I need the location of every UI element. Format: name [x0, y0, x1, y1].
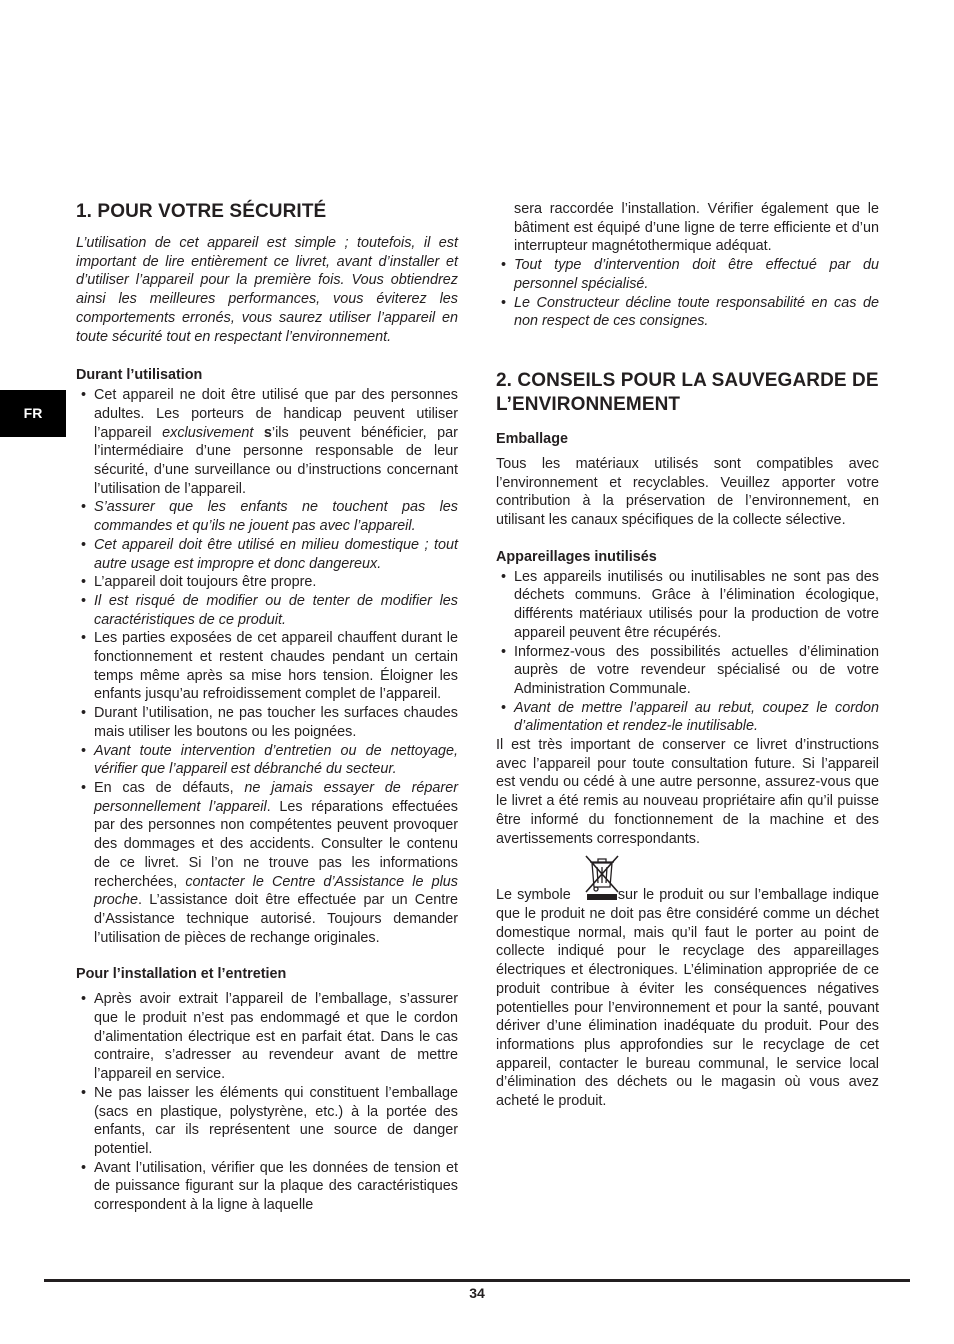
footer-rule — [44, 1279, 910, 1282]
language-tab: FR — [0, 390, 66, 437]
packaging-text: Tous les matériaux utilisés sont compatibles avec l’environnement et recyclables. Veuillez apporter votre contribution à la préservation de l’environnement, en utilisant les canaux spécifiques de la collecte sélective. — [496, 455, 879, 529]
list-item: • Avant l’utilisation, vérifier que les données de tension et de puissance figurant sur la plaque des caractéristiques correspondent à la ligne à laquelle — [76, 1159, 458, 1215]
install-continuation: sera raccordée l’installation. Vérifier également que le bâtiment est équipé d’une ligne de terre efficiente et d’un interrupteur magnétothermique adéquat. — [514, 201, 879, 255]
section-1-intro: L’utilisation de cet appareil est simple ; toutefois, il est important de lire entièrement ce livret, avant d’installer et d’utiliser l’appareil pour la première fois. Vous obtiendrez ainsi les meilleures performances, vous éviterez les comportements erronés, vous saurez utiliser l’appareil en toute sécurité tout en respectant l’environnement. — [76, 235, 458, 345]
right-column — [496, 200, 879, 1111]
install-list — [76, 990, 458, 1214]
list-item: • Les parties exposées de cet appareil chauffent durant le fonctionnement et restent chaudes pendant un certain temps même après sa mise hors tension. Éloigner les enfants jusqu’au refroidissement complet de l’appareil. — [76, 629, 458, 704]
during-use-list — [76, 386, 458, 947]
list-item: • Avant de mettre l’appareil au rebut, coupez le cordon d’alimentation et rendez-le inutilisable. — [496, 699, 879, 736]
weee-text: Le symbole sur le produit ou sur l’emballage indique que le produit ne doit pas être considéré comme un déchet domestique normal, mais qu’il faut le porter au point de collecte indiqué pour le recyclage des appareillages électriques et électroniques. L’élimination appropriée de ce produit contribue à éviter les conséquences négatives potentielles pour l’environnement et pour la santé, pouvant dériver d’une élimination inadéquate du produit. Pour des informations plus approfondies sur le recyclage de cet appareil, contacter le bureau communal, le service local d’élimination des déchets ou le magasin où vous avez acheté le produit. — [496, 887, 880, 1110]
during-use-heading: Durant l’utilisation — [76, 367, 203, 384]
booklet-paragraph: Il est très important de conserver ce livret d’instructions avec l’appareil pour toute consultation future. Si l’appareil est vendu ou cédé à une autre personne, assurez-vous que le livret a été remis au nouveau propriétaire afin qu’il puisse être informé du fonctionnement de la machine et des avertissements correspondants. — [496, 737, 879, 847]
list-item: • Ne pas laisser les éléments qui constituent l’emballage (sacs en plastique, polystyrène, etc.) à la portée des enfants, car ils représentent une source de danger potentiel. — [76, 1084, 458, 1159]
list-item: • Avant toute intervention d’entretien ou de nettoyage, vérifier que l’appareil est débranché du secteur. — [76, 742, 458, 779]
list-item: • Cet appareil ne doit être utilisé que par des personnes adultes. Les porteurs de handicap peuvent utiliser l’appareil exclusivement s’ils peuvent bénéficier, par l’intermédiaire d’une personne responsable de leur sécurité, d’une surveillance ou d’instructions concernant l’utilisation de l’appareil. — [76, 386, 458, 498]
list-item: • L’appareil doit toujours être propre. — [76, 573, 458, 592]
install-list-continued — [496, 256, 879, 331]
unused-heading: Appareillages inutilisés — [496, 548, 657, 565]
crossed-bin-icon — [584, 854, 620, 900]
list-item: • Cet appareil doit être utilisé en milieu domestique ; tout autre usage est impropre et donc dangereux. — [76, 536, 458, 573]
list-item: • En cas de défauts, ne jamais essayer de réparer personnellement l’appareil. Les réparations effectuées par des personnes non compétentes peuvent provoquer des dommages et des accidents. Consulter le contenu de ce livret. Si l’on ne trouve pas les informations recherchées, contacter le Centre d’Assistance le plus proche. L’assistance doit être effectuée par un Centre d’Assistance technique autorisé. Toujours demander l’utilisation de pièces de rechange originales. — [76, 779, 458, 947]
list-item: • Après avoir extrait l’appareil de l’emballage, s’assurer que le produit n’est pas endommagé et que le cordon d’alimentation électrique est en parfait état. Dans le cas contraire, s’adresser au revendeur avant de mettre l’appareil en service. — [76, 990, 458, 1084]
list-item: • Il est risqué de modifier ou de tenter de modifier les caractéristiques de ce produit. — [76, 592, 458, 629]
list-item: • Durant l’utilisation, ne pas toucher les surfaces chaudes mais utiliser les boutons ou les poignées. — [76, 704, 458, 741]
list-item: • S’assurer que les enfants ne touchent pas les commandes et qu’ils ne jouent pas avec l’appareil. — [76, 498, 458, 535]
install-heading: Pour l’installation et l’entretien — [76, 966, 287, 983]
list-item: • Tout type d’intervention doit être effectué par du personnel spécialisé. — [496, 256, 879, 293]
list-item: • Informez-vous des possibilités actuelles d’élimination auprès de votre revendeur spécialisé ou de votre Administration Communale. — [496, 643, 879, 699]
unused-list — [496, 568, 879, 736]
weee-block — [496, 854, 879, 1110]
list-item: • Les appareils inutilisés ou inutilisables ne sont pas des déchets communs. Grâce à l’élimination écologique, différents matériaux utilisés pour la production de votre appareil peuvent être récupérés. — [496, 568, 879, 643]
left-column — [76, 200, 458, 1215]
page-number: 34 — [469, 1285, 485, 1301]
list-item: • Le Constructeur décline toute responsabilité en cas de non respect de ces consignes. — [496, 294, 879, 331]
section-1-title: 1. POUR VOTRE SÉCURITÉ — [76, 201, 327, 222]
packaging-heading: Emballage — [496, 430, 568, 447]
section-2-title: 2. CONSEILS POUR LA SAUVEGARDE DE L’ENVIRONNEMENT — [496, 369, 879, 415]
